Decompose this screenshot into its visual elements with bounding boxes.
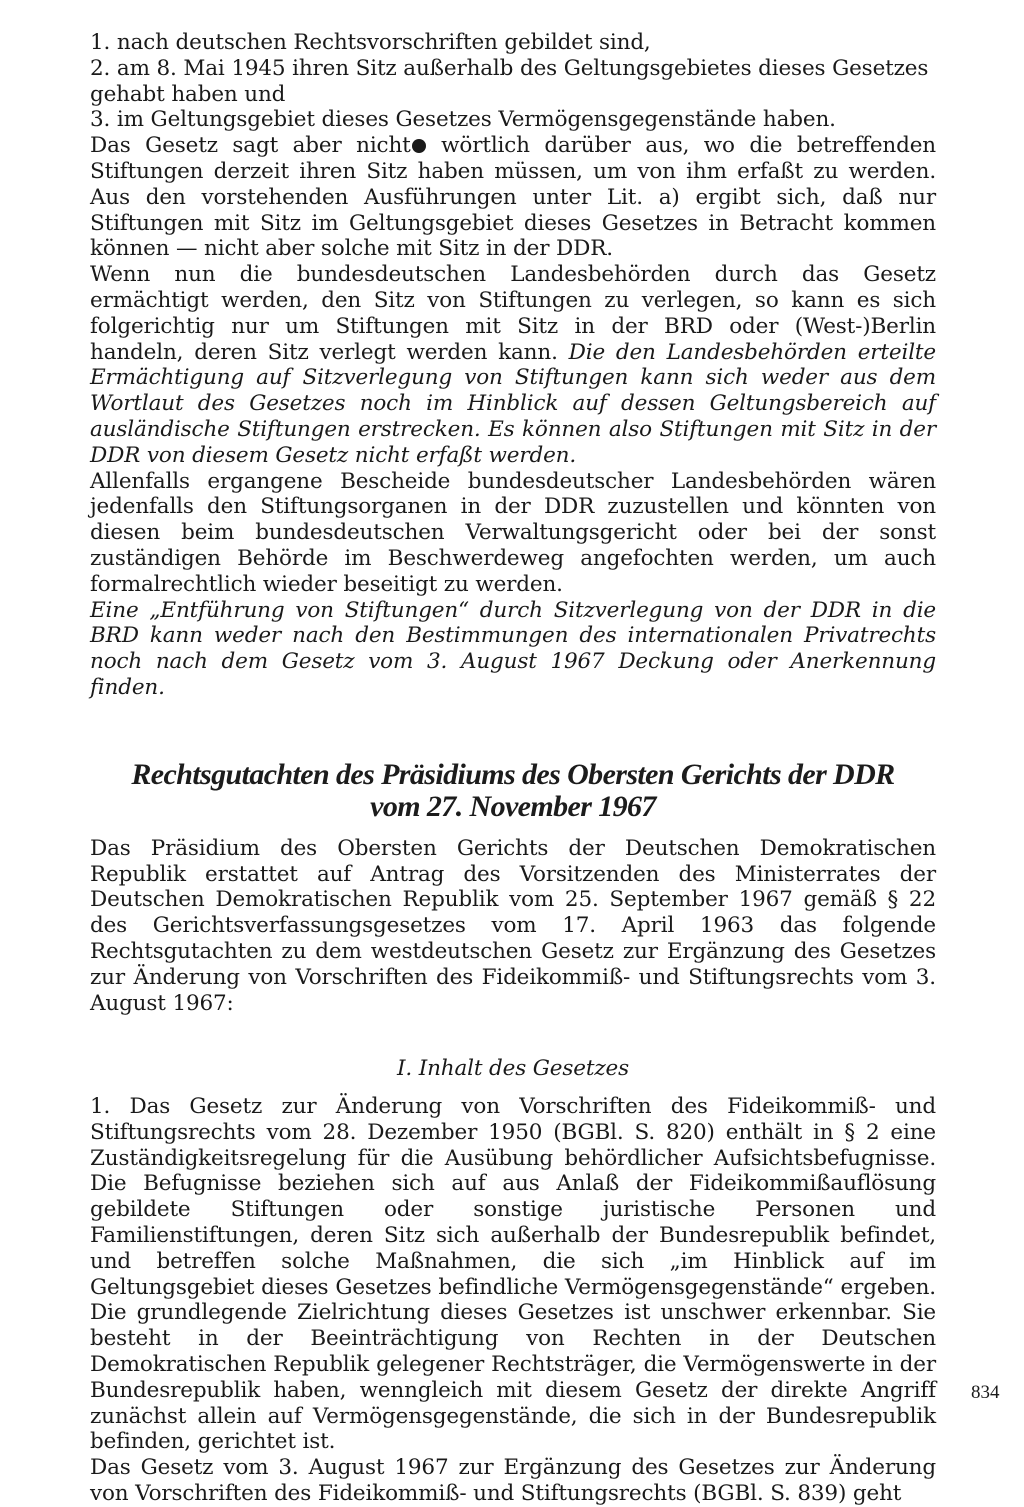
paragraph-entfuehrung: Eine „Entführung von Stiftungen“ durch Sitzverlegung von der DDR in die BRD kann weder nach den Bestimmungen des internationalen Privatrechts noch nach dem Gesetz vom 3. August 1967 Deckung oder Anerkennung finden. xyxy=(90,597,936,700)
paragraph-sitz-rest: wörtlich darüber aus, wo die betreffenden Stiftungen derzeit ihren Sitz haben müssen, um von ihm erfaßt zu werden. Aus den vorstehenden Ausführungen unter Lit. a) ergibt sich, daß nur Stiftungen mit Sitz im Geltungsgebiet dieses Gesetzes in Betracht kommen können — nicht aber solche mit Sitz in der DDR. xyxy=(90,133,936,262)
paragraph-sitz-start: Das Gesetz sagt aber nicht xyxy=(90,133,411,159)
section-title-line-2: vom 27. November 1967 xyxy=(370,789,656,823)
document-page xyxy=(90,30,936,1507)
paragraph-ermaechtigung-emphasis: Die den Landesbehörden erteilte Ermächtigung auf Sitzverlegung von Stiftungen kann sich weder aus dem Wortlaut des Gesetzes noch im Hinblick auf dessen Geltungsbereich auf ausländische Stiftungen erstrecken. Es können also Stiftungen mit Sitz in der DDR von diesem Gesetz nicht erfaßt werden. xyxy=(90,339,936,468)
list-item-2: 2. am 8. Mai 1945 ihren Sitz außerhalb des Geltungsgebietes dieses Gesetzes gehabt haben und xyxy=(90,55,929,107)
paragraph-sitz xyxy=(90,133,936,262)
section-intro: Das Präsidium des Obersten Gerichts der Deutschen Demokratischen Republik erstattet auf Antrag des Vorsitzenden des Ministerrates der Deutschen Demokratischen Republik vom 25. September 1967 gemäß § 22 des Gerichtsverfassungsgesetzes vom 17. April 1963 das folgende Rechtsgutachten zu dem westdeutschen Gesetz zur Ergänzung des Gesetzes zur Änderung von Vorschriften des Fideikommiß- und Stiftungsrechts vom 3. August 1967: xyxy=(90,835,936,1016)
section-body-2: Das Gesetz vom 3. August 1967 zur Ergänzung des Gesetzes zur Änderung von Vorschriften des Fideikommiß- und Stiftungsrechts (BGBl. S. 839) geht xyxy=(90,1455,936,1507)
page-number: 834 xyxy=(971,1382,1000,1403)
paragraph-bescheide: Allenfalls ergangene Bescheide bundesdeutscher Landesbehörden wären jedenfalls den Stiftungsorganen in der DDR zuzustellen und könnten von diesen beim bundesdeutschen Verwaltungsgericht oder bei der sonst zuständigen Behörde im Beschwerdeweg angefochten werden, um auch formalrechtlich wieder beseitigt zu werden. xyxy=(90,468,936,597)
section-body-1: 1. Das Gesetz zur Änderung von Vorschriften des Fideikommiß- und Stiftungsrechts vom 28. Dezember 1950 (BGBl. S. 820) enthält in § 2 eine Zuständigkeitsregelung für die Ausübung behördlicher Aufsichtsbefugnisse. Die Befugnisse beziehen sich auf aus Anlaß der Fideikommißauflösung gebildete Stiftungen oder sonstige juristische Personen und Familienstiftungen, deren Sitz sich außerhalb der Bundesrepublik befindet, und betreffen solche Maßnahmen, die sich „im Hinblick auf im Geltungsgebiet dieses Gesetzes befindliche Vermögensgegenstände“ ergeben. Die grundlegende Zielrichtung dieses Gesetzes ist unschwer erkennbar. Sie besteht in der Beeinträchtigung von Rechten in der Deutschen Demokratischen Republik gelegener Rechtsträger, die Vermögenswerte in der Bundesrepublik haben, wenngleich mit diesem Gesetz der direkte Angriff zunächst allein auf Vermögensgegenstände, die sich in der Bundesrepublik befinden, gerichtet ist. xyxy=(90,1094,936,1455)
paragraph-ermaechtigung-text: Wenn nun die bundesdeutschen Landesbehörden durch das Gesetz ermächtigt werden, den Sitz von Stiftungen zu verlegen, so kann es sich folgerichtig nur um Stiftungen mit Sitz in der BRD oder (West-)Berlin handeln, deren Sitz verlegt werden kann. xyxy=(90,262,936,365)
ink-blot-mark xyxy=(412,139,426,153)
section-title-line-1: Rechtsgutachten des Präsidiums des Obersten Gerichts der DDR xyxy=(131,757,895,791)
list-item-3: 3. im Geltungsgebiet dieses Gesetzes Vermögensgegenstände haben. xyxy=(90,107,836,133)
paragraph-ermaechtigung xyxy=(90,262,936,468)
section-title xyxy=(90,759,936,823)
list-item-1: 1. nach deutschen Rechtsvorschriften gebildet sind, xyxy=(90,30,651,55)
subsection-heading: I. Inhalt des Gesetzes xyxy=(397,1056,629,1082)
